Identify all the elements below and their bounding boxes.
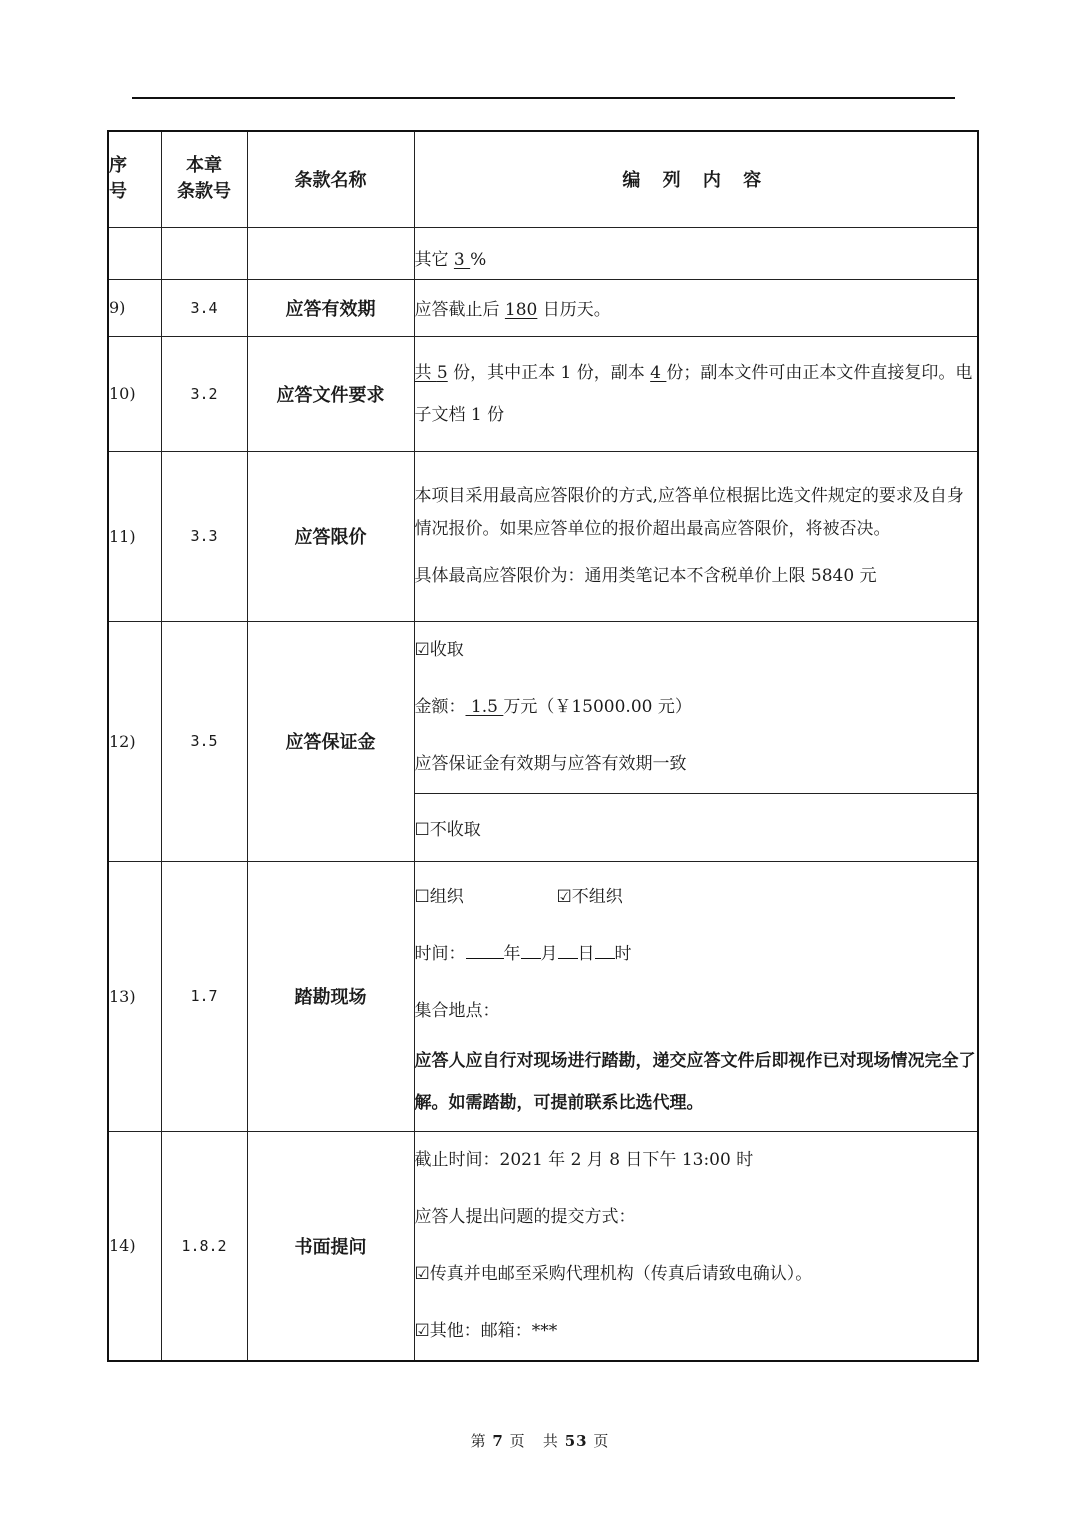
table-header-row: [108, 131, 978, 227]
row-no: 10): [108, 336, 161, 451]
table-row: [108, 621, 978, 793]
row-chapter: 1.8.2: [161, 1131, 247, 1361]
row-content: 其它 3 %: [414, 227, 978, 279]
row-name: 书面提问: [247, 1131, 414, 1361]
row-chapter: 3.3: [161, 451, 247, 621]
row-content: ☑收取 金额： 1.5 万元（￥15000.00 元） 应答保证金有效期与应答有效期一致: [414, 621, 978, 793]
row-name: 应答有效期: [247, 279, 414, 336]
header-no: 序 号: [108, 131, 161, 227]
row-no: 12): [108, 621, 161, 861]
table-row: [108, 451, 978, 621]
terms-table: [107, 130, 979, 1362]
total-pages: 53: [564, 1432, 588, 1450]
row-content: 应答截止后 180 日历天。: [414, 279, 978, 336]
collect-checkbox: ☑收取: [414, 639, 464, 660]
other-checkbox: ☑其他：邮箱：***: [414, 1320, 558, 1341]
table-row: [108, 227, 978, 279]
row-content: 截止时间：2021 年 2 月 8 日下午 13:00 时 应答人提出问题的提交方式： ☑传真并电邮至采购代理机构（传真后请致电确认）。 ☑其他：邮箱：***: [414, 1131, 978, 1361]
row-content: ☐组织 ☑不组织 时间： 年 月 日 时 集合地点： 应答人应自行对现场进行踏勘，递交应答文件后即视作已对现场情况完全了解。如需踏勘，可提前联系比选代理。: [414, 861, 978, 1131]
organize-checkbox: ☐组织: [414, 886, 464, 907]
no-collect-checkbox: ☐不收取: [414, 819, 481, 840]
table-row: [108, 861, 978, 1131]
header-chapter: 本章 条款号: [161, 131, 247, 227]
row-name: 应答保证金: [247, 621, 414, 861]
row-no: 9): [108, 279, 161, 336]
row-no: 13): [108, 861, 161, 1131]
row-chapter: 3.4: [161, 279, 247, 336]
row-no: 14): [108, 1131, 161, 1361]
table-row: [108, 1131, 978, 1361]
table-row: [108, 336, 978, 451]
fax-checkbox: ☑传真并电邮至采购代理机构（传真后请致电确认）。: [414, 1263, 813, 1284]
row-content: 共 5 份，其中正本 1 份，副本 4 份；副本文件可由正本文件直接复印。电子文档 1 份: [414, 336, 978, 451]
header-name: 条款名称: [247, 131, 414, 227]
row-content: [414, 793, 978, 861]
header-content: 编 列 内 容: [414, 131, 978, 227]
row-chapter: 1.7: [161, 861, 247, 1131]
table-row: [108, 279, 978, 336]
page-number: 7: [492, 1432, 504, 1450]
row-name: 踏勘现场: [247, 861, 414, 1131]
row-name: 应答限价: [247, 451, 414, 621]
not-organize-checkbox: ☑不组织: [556, 886, 623, 907]
page-footer: 第 7 页 共 53 页: [470, 1432, 610, 1450]
row-content: 本项目采用最高应答限价的方式,应答单位根据比选文件规定的要求及自身情况报价。如果应答单位的报价超出最高应答限价，将被否决。 具体最高应答限价为：通用类笔记本不含税单价上限 5840 元: [414, 451, 978, 621]
row-no: 11): [108, 451, 161, 621]
row-chapter: 3.5: [161, 621, 247, 861]
row-chapter: 3.2: [161, 336, 247, 451]
header-rule: [132, 97, 955, 99]
row-name: 应答文件要求: [247, 336, 414, 451]
